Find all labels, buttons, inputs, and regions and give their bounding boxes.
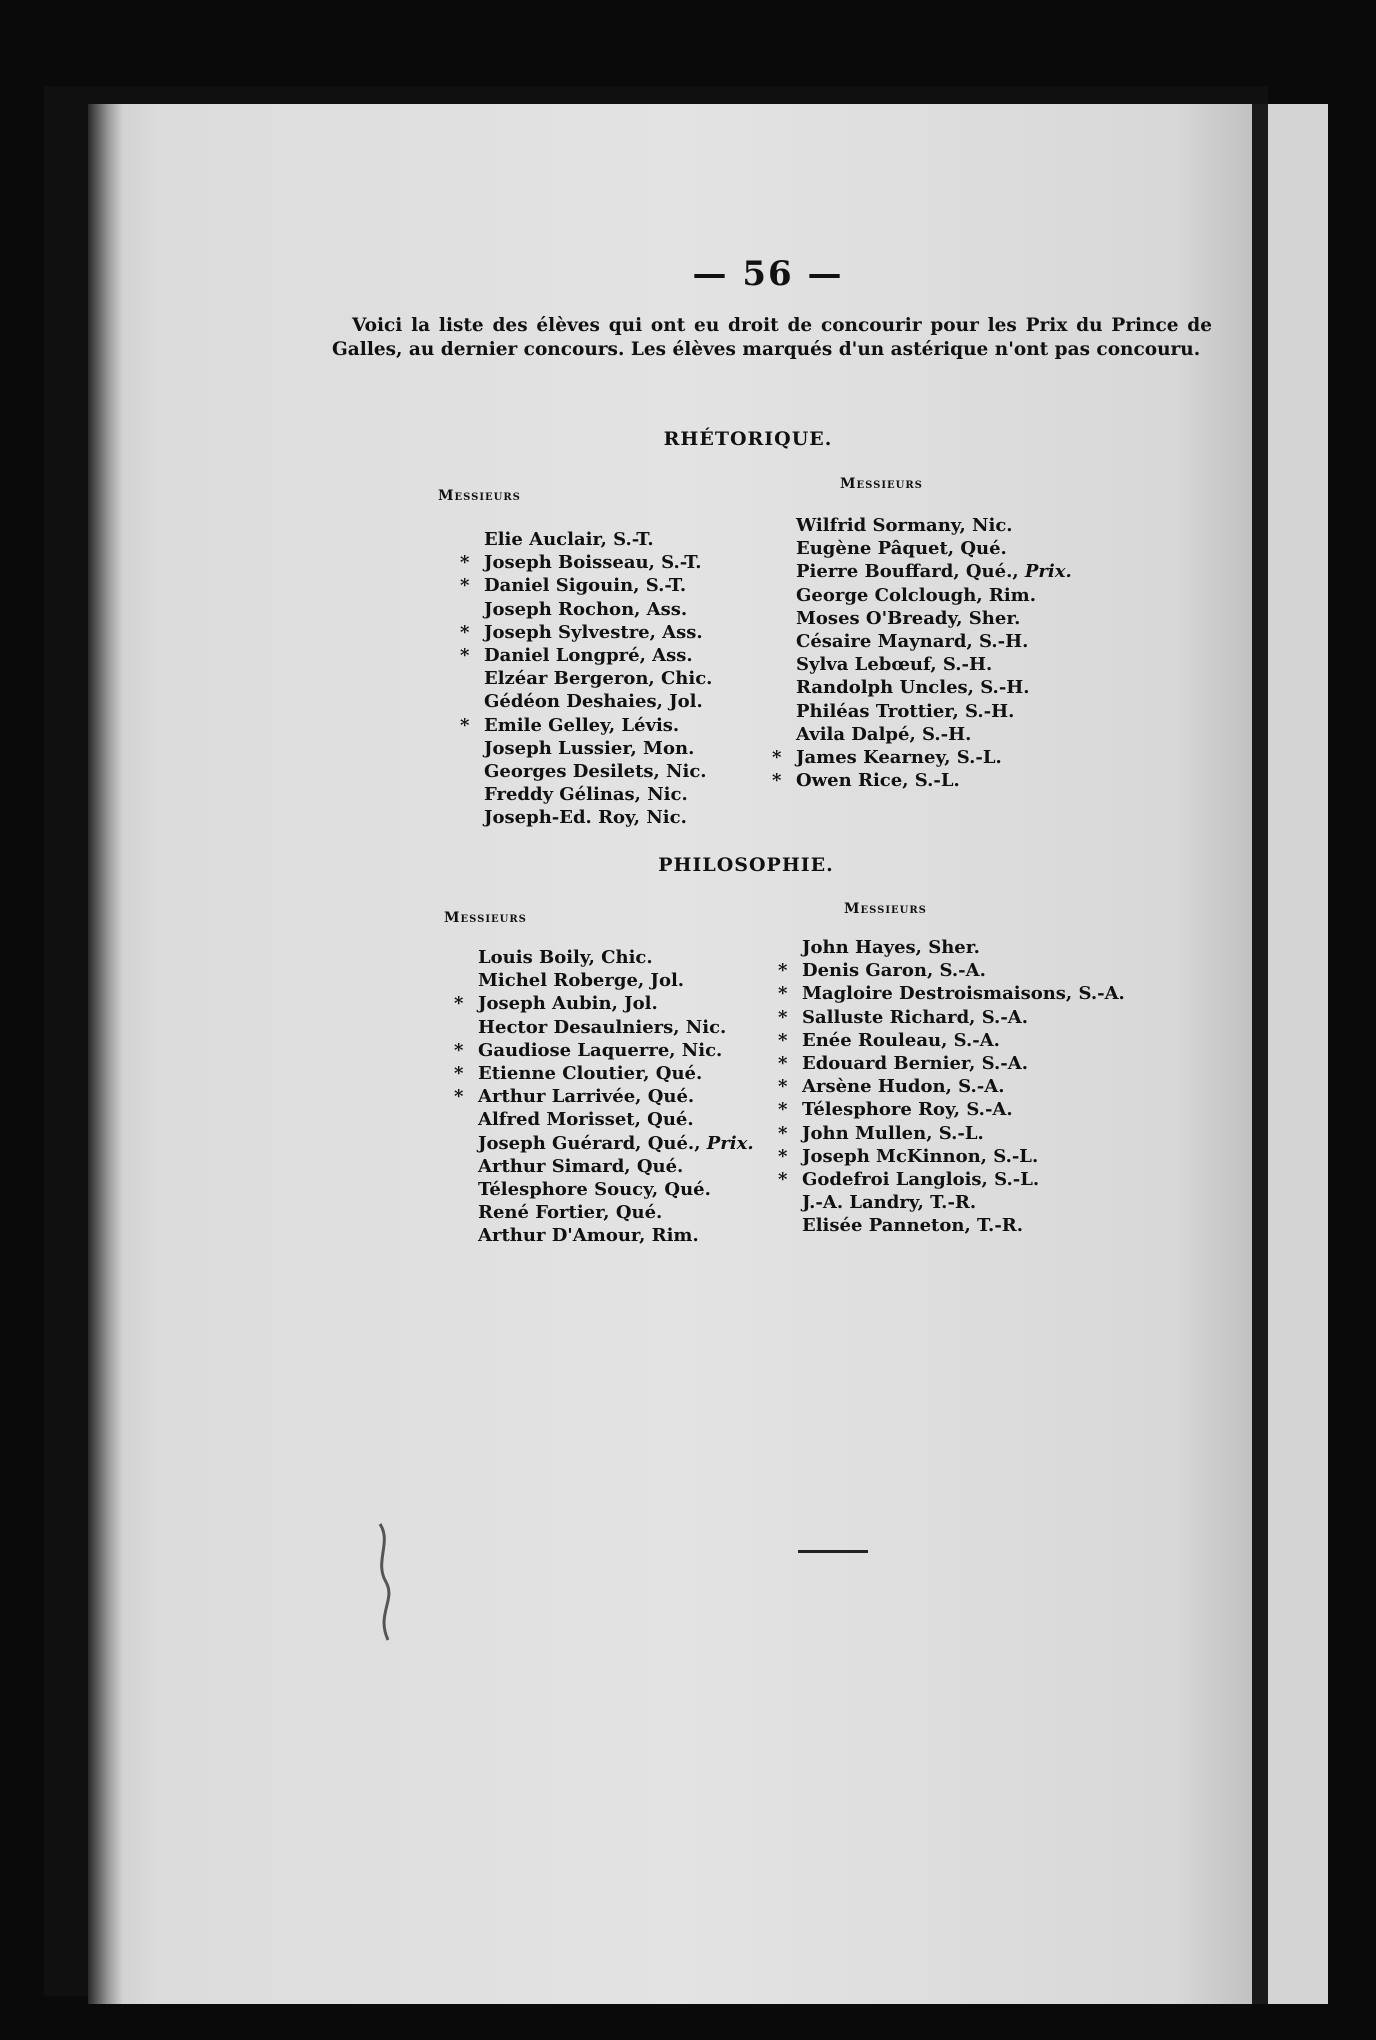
student-name: Joseph Rochon, Ass. bbox=[484, 598, 688, 620]
student-entry bbox=[454, 1062, 754, 1085]
student-entry bbox=[778, 1191, 1125, 1214]
book-page bbox=[88, 104, 1268, 2004]
student-entry bbox=[454, 992, 754, 1015]
student-name: Arsène Hudon, S.-A. bbox=[802, 1076, 1005, 1098]
student-entry bbox=[772, 723, 1072, 746]
student-entry bbox=[772, 607, 1072, 630]
intro-paragraph: Voici la liste des élèves qui ont eu droit de concourir pour les Prix du Prince de Galles, au dernier concours. Les élèves marqués d'un astérique n'ont pas concouru. bbox=[332, 315, 1212, 360]
section-title-rhetorique: RHÉTORIQUE. bbox=[663, 428, 833, 450]
asterisk-marker: * bbox=[772, 747, 782, 769]
student-name: Randolph Uncles, S.-H. bbox=[796, 677, 1030, 699]
asterisk-marker: * bbox=[460, 575, 470, 597]
student-name: Joseph Boisseau, S.-T. bbox=[484, 552, 702, 574]
student-entry bbox=[778, 1052, 1125, 1075]
asterisk-marker: * bbox=[454, 1063, 464, 1085]
student-entry bbox=[454, 1224, 754, 1247]
student-entry bbox=[454, 1085, 754, 1108]
student-name: Wilfrid Sormany, Nic. bbox=[796, 515, 1013, 536]
asterisk-marker: * bbox=[772, 770, 782, 792]
student-entry bbox=[772, 560, 1072, 583]
student-name: George Colclough, Rim. bbox=[796, 584, 1036, 606]
student-name: James Kearney, S.-L. bbox=[796, 747, 1002, 769]
student-name: Georges Desilets, Nic. bbox=[484, 761, 707, 783]
student-name: Avila Dalpé, S.-H. bbox=[796, 723, 972, 745]
prize-label: Prix. bbox=[1024, 561, 1072, 583]
asterisk-marker: * bbox=[460, 621, 470, 643]
student-entry bbox=[454, 1039, 754, 1062]
column-heading: Messieurs bbox=[844, 901, 927, 917]
student-name: Arthur Larrivée, Qué. bbox=[478, 1086, 695, 1108]
asterisk-marker: * bbox=[778, 1099, 788, 1121]
asterisk-marker: * bbox=[778, 1076, 788, 1098]
student-name: Gédéon Deshaies, Jol. bbox=[484, 691, 703, 713]
student-name: Moses O'Bready, Sher. bbox=[796, 607, 1021, 629]
student-name: Elie Auclair, S.-T. bbox=[484, 529, 654, 550]
student-entry bbox=[460, 574, 712, 597]
student-entry bbox=[772, 653, 1072, 676]
student-entry bbox=[772, 630, 1072, 653]
asterisk-marker: * bbox=[778, 1169, 788, 1191]
student-entry bbox=[460, 737, 712, 760]
student-entry bbox=[778, 1006, 1125, 1029]
student-entry bbox=[778, 982, 1125, 1005]
student-entry bbox=[454, 1132, 754, 1155]
student-name: Télesphore Soucy, Qué. bbox=[478, 1179, 711, 1201]
asterisk-marker: * bbox=[454, 1086, 464, 1108]
student-name: Salluste Richard, S.-A. bbox=[802, 1006, 1029, 1028]
student-entry bbox=[454, 946, 754, 969]
facing-page-edge bbox=[1268, 104, 1328, 2004]
student-name: John Hayes, Sher. bbox=[802, 937, 980, 958]
student-entry bbox=[778, 1168, 1125, 1191]
student-entry bbox=[778, 1075, 1125, 1098]
student-name: Magloire Destroismaisons, S.-A. bbox=[802, 983, 1125, 1005]
asterisk-marker: * bbox=[778, 1053, 788, 1075]
student-name: Elzéar Bergeron, Chic. bbox=[484, 668, 713, 690]
column-heading: Messieurs bbox=[438, 488, 521, 504]
student-entry bbox=[778, 1145, 1125, 1168]
student-name: Daniel Longpré, Ass. bbox=[484, 645, 693, 667]
student-entry bbox=[778, 936, 1125, 959]
asterisk-marker: * bbox=[778, 1122, 788, 1144]
student-entry bbox=[460, 667, 712, 690]
student-name: Hector Desaulniers, Nic. bbox=[478, 1016, 727, 1038]
student-entry bbox=[772, 537, 1072, 560]
student-entry bbox=[454, 1178, 754, 1201]
student-entry bbox=[772, 700, 1072, 723]
name-list-rhetorique-left bbox=[460, 528, 712, 830]
name-list-rhetorique-right bbox=[772, 514, 1072, 792]
asterisk-marker: * bbox=[460, 552, 470, 574]
student-name: Joseph Guérard, Qué., bbox=[478, 1132, 701, 1154]
student-entry bbox=[772, 676, 1072, 699]
student-entry bbox=[454, 1155, 754, 1178]
student-entry bbox=[460, 690, 712, 713]
student-name: Philéas Trottier, S.-H. bbox=[796, 700, 1015, 722]
student-entry bbox=[772, 514, 1072, 537]
student-entry bbox=[778, 1122, 1125, 1145]
name-list-philosophie-left bbox=[454, 946, 754, 1248]
student-name: Owen Rice, S.-L. bbox=[796, 770, 960, 792]
student-name: Godefroi Langlois, S.-L. bbox=[802, 1169, 1040, 1191]
student-entry bbox=[454, 1108, 754, 1131]
asterisk-marker: * bbox=[778, 1006, 788, 1028]
student-entry bbox=[454, 1201, 754, 1224]
student-name: René Fortier, Qué. bbox=[478, 1202, 663, 1224]
student-entry bbox=[778, 959, 1125, 982]
asterisk-marker: * bbox=[460, 714, 470, 736]
closing-rule bbox=[798, 1550, 868, 1553]
student-name: Michel Roberge, Jol. bbox=[478, 970, 685, 992]
student-name: Télesphore Roy, S.-A. bbox=[802, 1099, 1013, 1121]
student-name: John Mullen, S.-L. bbox=[802, 1122, 984, 1144]
student-entry bbox=[778, 1029, 1125, 1052]
student-name: Freddy Gélinas, Nic. bbox=[484, 784, 688, 806]
student-name: Sylva Lebœuf, S.-H. bbox=[796, 654, 993, 676]
student-entry bbox=[454, 1016, 754, 1039]
student-entry bbox=[778, 1098, 1125, 1121]
student-entry bbox=[772, 584, 1072, 607]
margin-scribble-mark bbox=[370, 1522, 400, 1642]
section-title-philosophie: PHILOSOPHIE. bbox=[658, 854, 834, 876]
student-name: Césaire Maynard, S.-H. bbox=[796, 631, 1029, 653]
student-entry bbox=[460, 714, 712, 737]
student-name: Joseph McKinnon, S.-L. bbox=[802, 1145, 1039, 1167]
student-name: Emile Gelley, Lévis. bbox=[484, 714, 680, 736]
student-name: Enée Rouleau, S.-A. bbox=[802, 1029, 1000, 1051]
student-name: Edouard Bernier, S.-A. bbox=[802, 1053, 1028, 1075]
student-name: Gaudiose Laquerre, Nic. bbox=[478, 1039, 723, 1061]
student-entry bbox=[460, 760, 712, 783]
student-name: Etienne Cloutier, Qué. bbox=[478, 1063, 703, 1085]
student-name: Elisée Panneton, T.-R. bbox=[802, 1215, 1024, 1237]
student-entry bbox=[454, 969, 754, 992]
student-name: Denis Garon, S.-A. bbox=[802, 960, 986, 982]
page-number: — 56 — bbox=[692, 254, 844, 294]
student-name: Louis Boily, Chic. bbox=[478, 947, 653, 968]
student-name: Joseph Sylvestre, Ass. bbox=[484, 621, 703, 643]
asterisk-marker: * bbox=[460, 645, 470, 667]
student-entry bbox=[772, 769, 1072, 792]
asterisk-marker: * bbox=[778, 960, 788, 982]
page-binding-shadow bbox=[88, 104, 122, 2004]
student-name: Eugène Pâquet, Qué. bbox=[796, 538, 1007, 560]
student-entry bbox=[778, 1214, 1125, 1237]
name-list-philosophie-right bbox=[778, 936, 1125, 1238]
asterisk-marker: * bbox=[454, 993, 464, 1015]
student-entry bbox=[460, 783, 712, 806]
asterisk-marker: * bbox=[778, 1145, 788, 1167]
student-entry bbox=[460, 806, 712, 829]
student-entry bbox=[460, 644, 712, 667]
student-name: J.-A. Landry, T.-R. bbox=[802, 1192, 977, 1214]
column-heading: Messieurs bbox=[840, 476, 923, 492]
student-name: Pierre Bouffard, Qué., bbox=[796, 561, 1019, 583]
student-name: Arthur Simard, Qué. bbox=[478, 1155, 684, 1177]
student-entry bbox=[772, 746, 1072, 769]
student-entry bbox=[460, 528, 712, 551]
page-edge-shadow bbox=[1252, 104, 1268, 2004]
student-name: Joseph Aubin, Jol. bbox=[478, 993, 658, 1015]
student-name: Arthur D'Amour, Rim. bbox=[478, 1225, 699, 1247]
asterisk-marker: * bbox=[778, 983, 788, 1005]
student-entry bbox=[460, 621, 712, 644]
asterisk-marker: * bbox=[454, 1039, 464, 1061]
student-entry bbox=[460, 551, 712, 574]
student-name: Joseph-Ed. Roy, Nic. bbox=[484, 807, 687, 829]
prize-label: Prix. bbox=[706, 1132, 754, 1154]
asterisk-marker: * bbox=[778, 1029, 788, 1051]
student-name: Alfred Morisset, Qué. bbox=[478, 1109, 694, 1131]
student-entry bbox=[460, 598, 712, 621]
student-name: Daniel Sigouin, S.-T. bbox=[484, 575, 687, 597]
student-name: Joseph Lussier, Mon. bbox=[484, 737, 695, 759]
column-heading: Messieurs bbox=[444, 910, 527, 926]
